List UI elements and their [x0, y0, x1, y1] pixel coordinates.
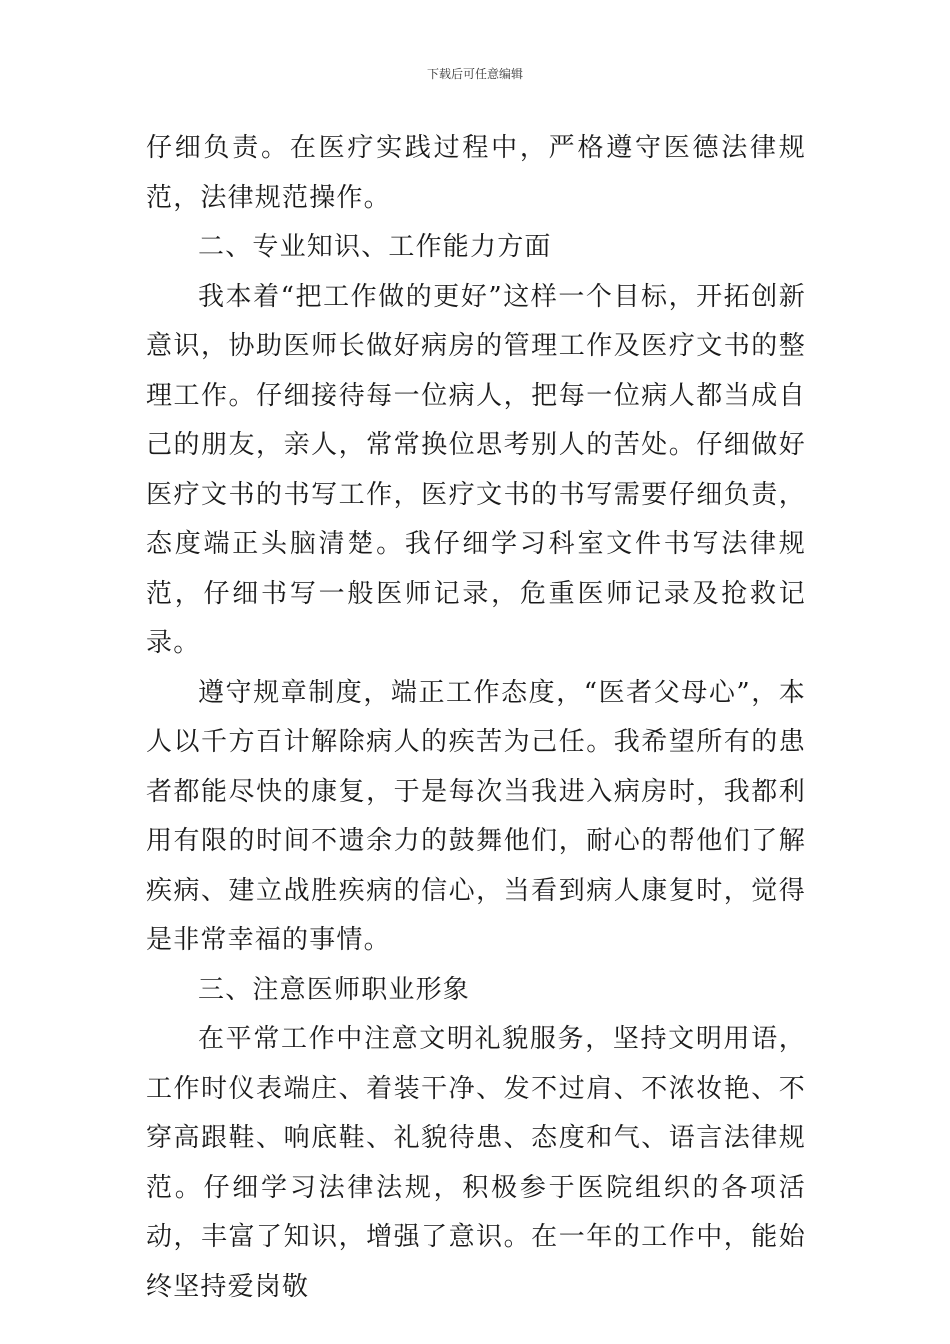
- section-heading-professional-image: 三、注意医师职业形象: [198, 974, 471, 1005]
- page-header-note: 下载后可任意编辑: [426, 67, 523, 81]
- paragraph-continuation: 仔细负责。在医疗实践过程中，严格遵守医德法律规范，法律规范操作。: [146, 133, 806, 213]
- section-heading-professional-knowledge: 二、专业知识、工作能力方面: [198, 232, 552, 262]
- paragraph-rules-attitude: 遵守规章制度，端正工作态度，“医者父母心”，本人以千方百计解除病人的疾苦为己任。我希望所有的患者都能尽快的康复，于是每次当我进入病房时，我都利用有限的时间不遗余力的鼓舞他们，耐心的帮他们了解疾病、建立战胜疾病的信心，当看到病人康复时，觉得是非常幸福的事情。: [146, 677, 806, 955]
- body-text: [146, 124, 806, 1312]
- paragraph-civil-service: 在平常工作中注意文明礼貌服务，坚持文明用语，工作时仪表端庄、着装干净、发不过肩、不浓妆艳、不穿高跟鞋、响底鞋、礼貌待患、态度和气、语言法律规范。仔细学习法律法规，积极参于医院组织的各项活动，丰富了知识，增强了意识。在一年的工作中，能始终坚持爱岗敬: [146, 1024, 806, 1302]
- paragraph-work-goal: 我本着“把工作做的更好”这样一个目标，开拓创新意识，协助医师长做好病房的管理工作及医疗文书的整理工作。仔细接待每一位病人，把每一位病人都当成自己的朋友，亲人，常常换位思考别人的苦处。仔细做好医疗文书的书写工作，医疗文书的书写需要仔细负责，态度端正头脑清楚。我仔细学习科室文件书写法律规范，仔细书写一般医师记录，危重医师记录及抢救记录。: [146, 281, 806, 658]
